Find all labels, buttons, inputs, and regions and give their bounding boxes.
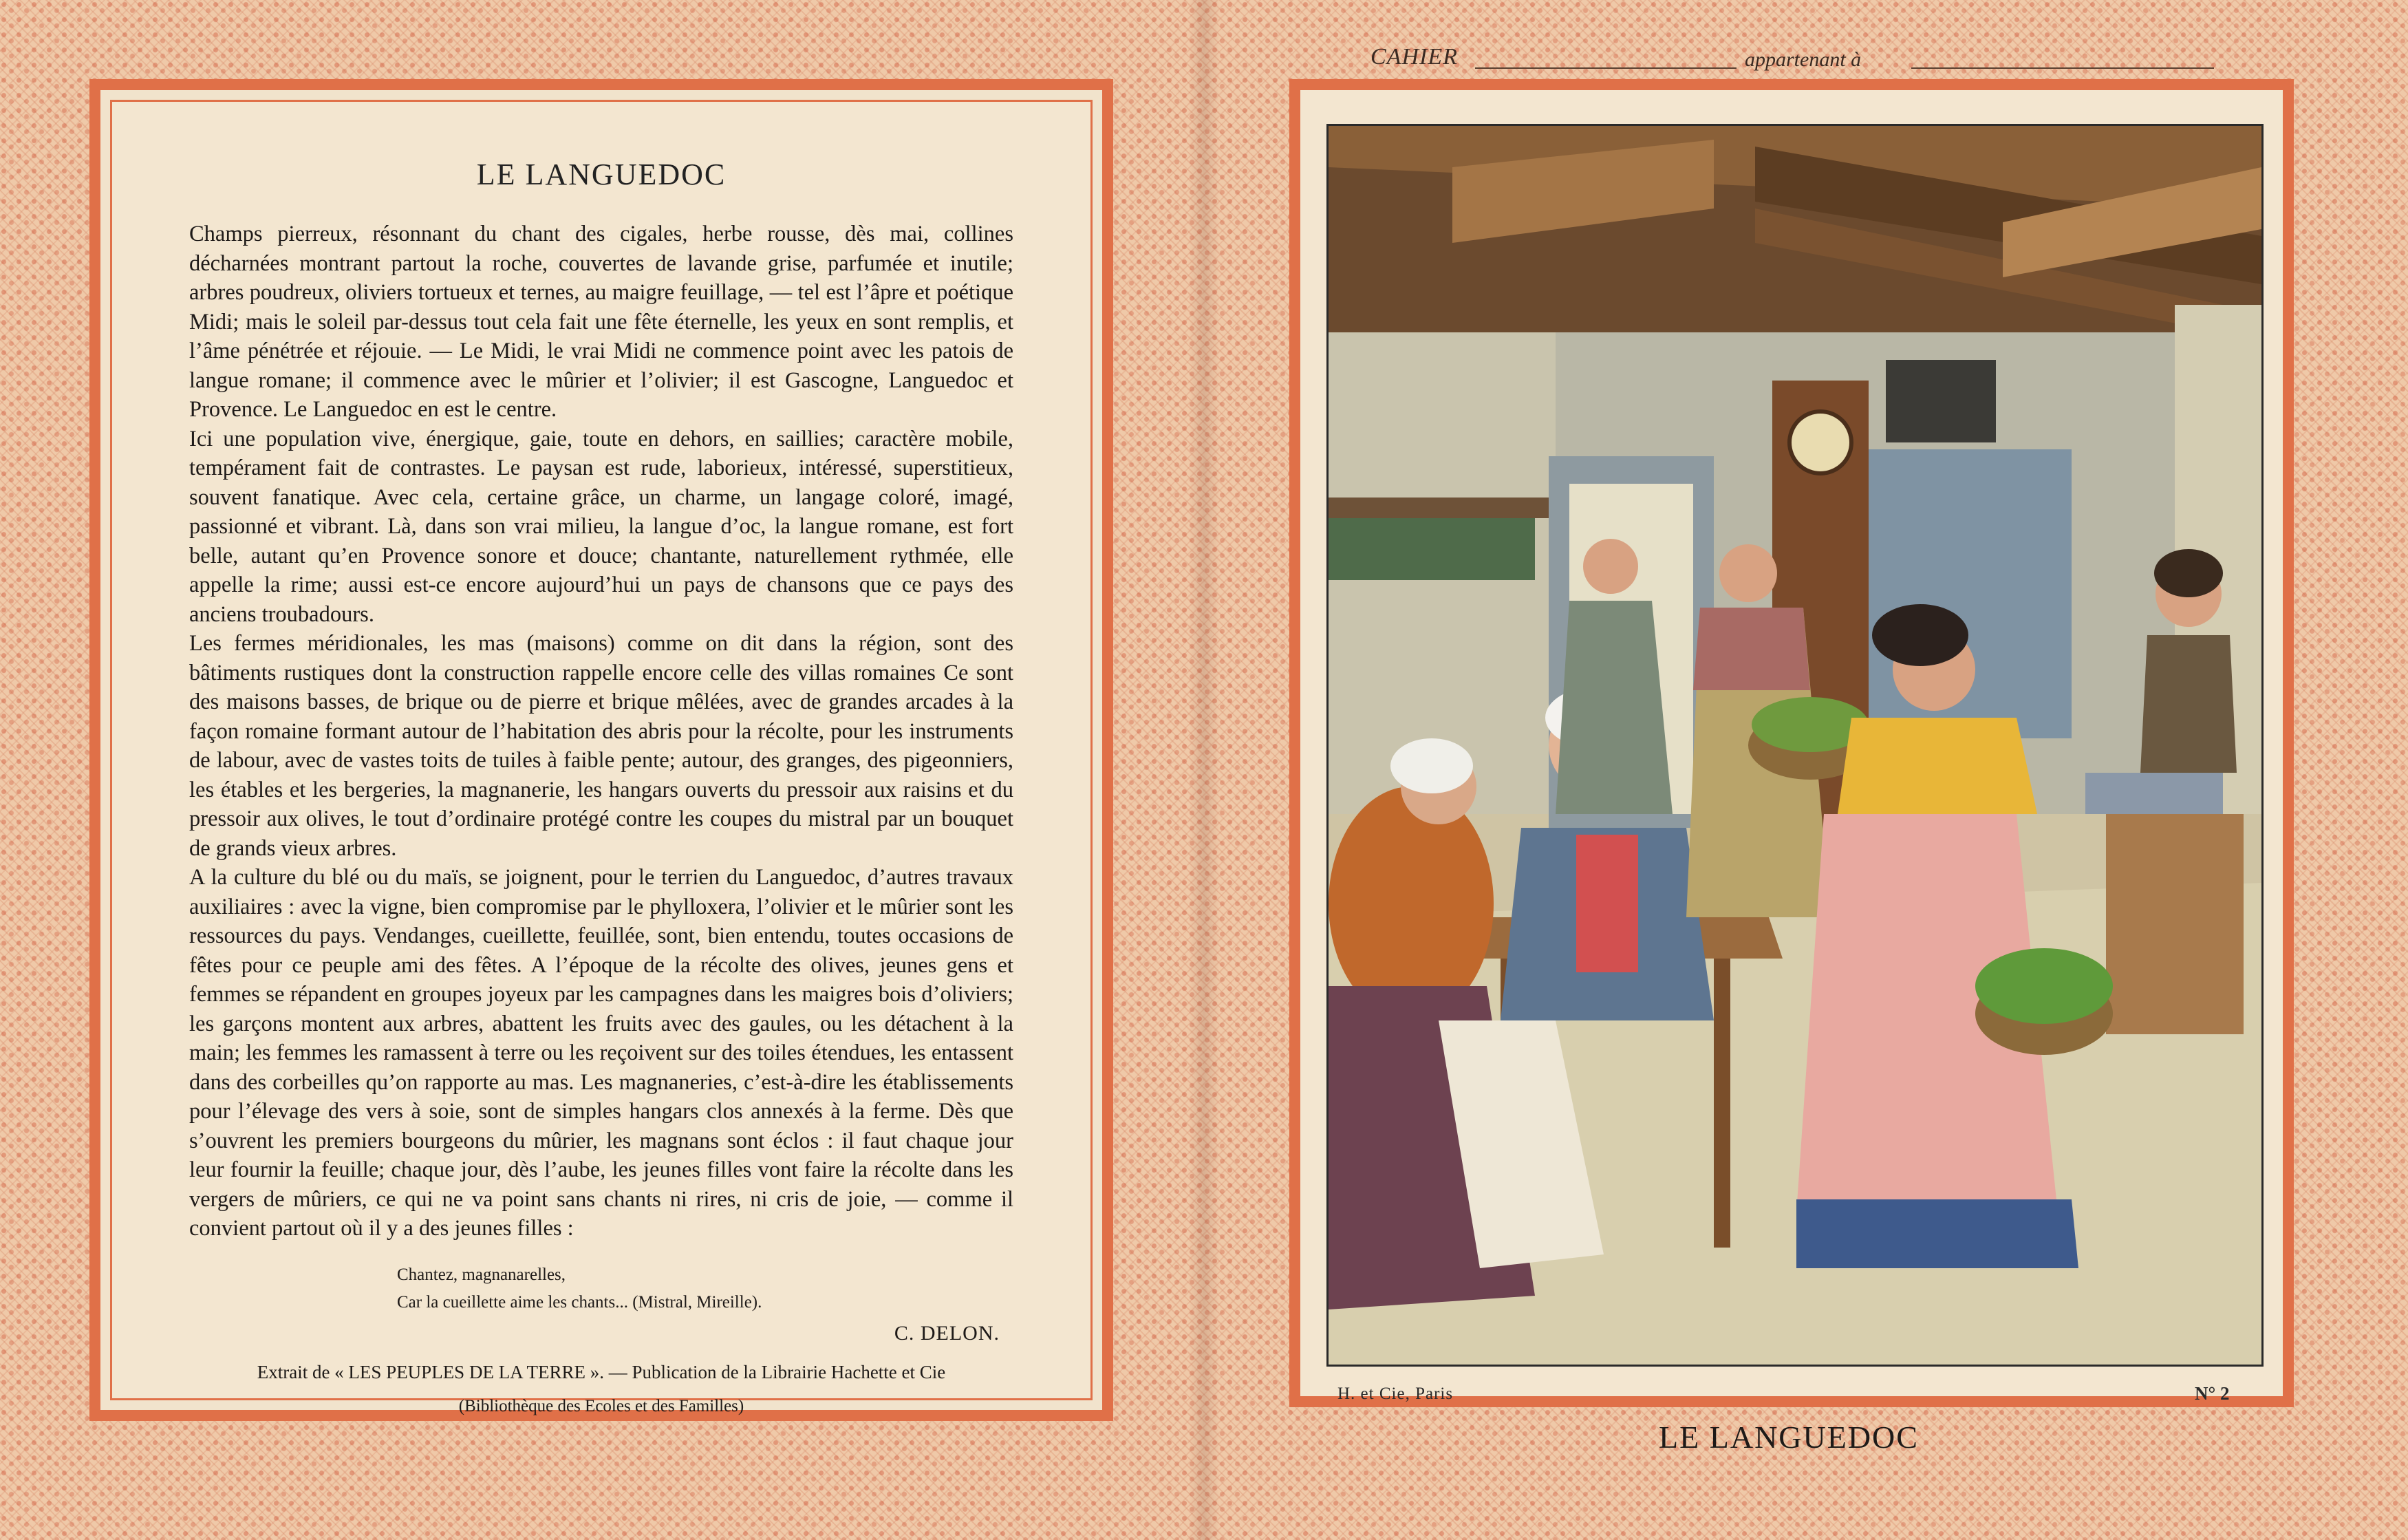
illustration	[1326, 124, 2264, 1367]
issue-number: N° 2	[2195, 1383, 2230, 1404]
farmhouse-interior-illustration	[1329, 126, 2261, 1365]
page-fold	[1189, 0, 1219, 1540]
paragraph-2: Ici une population vive, énergique, gaie, toute en dehors, en saillies; caractère mobile, tempérament fait de contrastes. Le paysan est rude, laborieux, intéressé, superstitieux, souvent fanatique. Avec cela, certaine grâce, un charme, un langage coloré, imagé, passionné et vibrant. Là, dans son vrai milieu, la langue d’oc, la langue romane, est fort belle, autant qu’en Provence sonore et douce; chantante, naturellement rythmée, elle appelle la rime; aussi est-ce encore aujourd’hui un pays de chansons que ce pays des anciens troubadours.	[189, 426, 1013, 627]
cahier-label: CAHIER	[1370, 44, 1458, 69]
author: C. DELON.	[894, 1321, 1000, 1345]
owner-blank-line	[1911, 67, 2214, 69]
publisher-credit: H. et Cie, Paris	[1337, 1384, 1454, 1403]
source-series: (Bibliothèque des Ecoles et des Familles)	[458, 1396, 744, 1415]
source-citation: Extrait de « LES PEUPLES DE LA TERRE ». — Publication de la Librairie Hachette et Cie	[257, 1361, 946, 1382]
left-page-title: LE LANGUEDOC	[476, 158, 727, 191]
paragraph-3: Les fermes méridionales, les mas (maisons) comme on dit dans la région, sont des bâtiments rustiques dont la construction rappelle encore celle des villas romaines Ce sont des maisons basses, de brique ou de pierre et brique mêlées, avec de grandes arcades à la façon romaine formant autour de l’habitation des abris pour la récolte, pour les instruments de labour, avec de vastes toits de tuiles à faible pente; autour, des granges, des pigeonniers, les étables et les bergeries, la magnanerie, les hangars ouverts du pressoir aux raisins et du pressoir aux olives, le tout d’ordinaire protégé contre les coupes du mistral par un bouquet de grands vieux arbres.	[189, 631, 1013, 861]
cahier-blank-line	[1475, 67, 1737, 69]
appartenant-label: appartenant à	[1745, 48, 1862, 71]
paragraph-1: Champs pierreux, résonnant du chant des cigales, herbe rousse, dès mai, collines décharnées montrant partout la roche, couvertes de lavande grise, parfumée et inutile; arbres poudreux, oliviers tortueux et ternes, au maigre feuillage, — tel est l’âpre et poétique Midi; mais le soleil par-dessus tout cela fait une fête éternelle, les yeux en sont remplis, et l’âme pénétrée et réjouie. — Le Midi, le vrai Midi ne commence point avec les patois de langue romane; il commence avec le mûrier et l’olivier; il est Gascogne, Languedoc et Provence. Le Languedoc en est le centre.	[189, 222, 1013, 422]
left-page-text-panel	[110, 100, 1093, 1415]
paragraph-4: A la culture du blé ou du maïs, se joignent, pour le terrien du Languedoc, d’autres travaux auxiliaires : avec la vigne, bien compromise par le phylloxera, l’olivier et le mûrier sont les ressources du pays. Vendanges, cueillette, feuillée, sont, bien entendu, toutes occasions de fêtes pour ce peuple ami des fêtes. A l’époque de la récolte des olives, jeunes gens et femmes se répandent en groupes joyeux par les campagnes dans les maigres bois d’oliviers; les garçons montent aux arbres, abattent les fruits avec des gaules, ou les détachent à la main; les femmes les ramassent à terre ou les reçoivent sur des toiles étendues, les entassent dans des corbeilles qu’on rapporte au mas. Les magnaneries, c’est-à-dire les établissements pour l’élevage des vers à soie, sont de simples hangars clos annexés à la ferme. Dès que s’ouvrent les premiers bourgeons du mûrier, les magnans sont éclos : il faut chaque jour leur fournir la feuille; chaque jour, dès l’aube, les jeunes filles vont faire la récolte dans les vergers de mûriers, ce qui ne va point sans chants ni rires, ni cris de joie, — comme il convient partout où il y a des jeunes filles :	[189, 865, 1013, 1241]
cover-title: LE LANGUEDOC	[1659, 1420, 1919, 1455]
left-page-frame	[89, 79, 1113, 1421]
quote-line-2: Car la cueillette aime les chants... (Mistral, Mireille).	[397, 1292, 762, 1312]
quote-line-1: Chantez, magnanarelles,	[397, 1265, 566, 1284]
